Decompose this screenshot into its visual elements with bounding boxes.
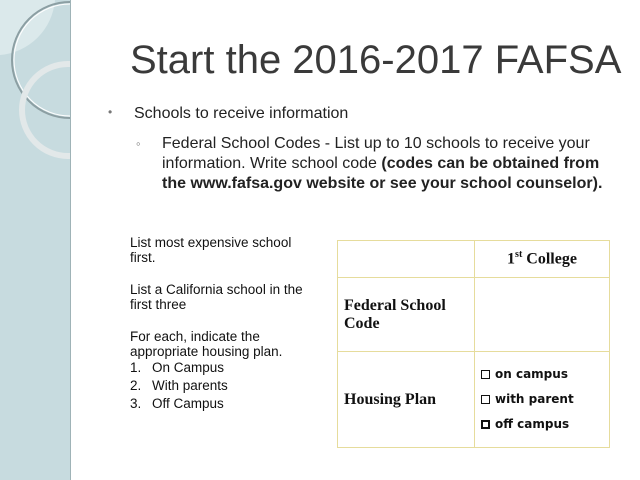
option-on-campus[interactable]: on campus	[481, 362, 603, 387]
instruction-1: List most expensive school first.	[130, 235, 292, 265]
slide-title: Start the 2016-2017 FAFSA	[130, 38, 622, 82]
instruction-3: For each, indicate the appropriate housing plan.	[130, 329, 283, 359]
table-row	[338, 241, 610, 278]
sub-bullet-plain: Federal School Codes - List up to 10 schools to receive your information. Write school code	[162, 135, 590, 172]
circles-decoration	[0, 0, 70, 160]
checkbox-icon[interactable]	[481, 395, 490, 404]
housing-list	[130, 359, 310, 413]
sub-bullet-bold: (codes can be obtained from the www.fafsa.gov website or see your school counselor).	[162, 155, 603, 192]
option-off-campus[interactable]: off campus	[481, 412, 603, 437]
sub-bullet-marker: ◦	[136, 136, 141, 151]
table-row	[338, 352, 610, 448]
checkbox-icon[interactable]	[481, 420, 490, 429]
empty-cell	[338, 241, 475, 278]
list-item: 2. With parents	[130, 378, 228, 393]
sub-bullet-text	[162, 134, 622, 194]
bullet-marker: •	[108, 105, 113, 119]
college-table	[337, 240, 610, 448]
bullet-text: Schools to receive information	[134, 105, 349, 122]
list-item: 1. On Campus	[130, 360, 225, 375]
row-label: Federal School Code	[338, 278, 475, 352]
instruction-2: List a California school in the first three	[130, 282, 303, 312]
header-cell: 1st College	[475, 241, 610, 278]
row-label: Housing Plan	[338, 352, 475, 448]
decorative-sidebar	[0, 0, 71, 480]
instructions	[130, 235, 310, 413]
checkbox-icon[interactable]	[481, 370, 490, 379]
option-with-parent[interactable]: with parent	[481, 387, 603, 412]
table-row	[338, 278, 610, 352]
housing-options-cell	[475, 352, 610, 448]
school-code-cell	[475, 278, 610, 352]
list-item: 3. Off Campus	[130, 396, 224, 411]
